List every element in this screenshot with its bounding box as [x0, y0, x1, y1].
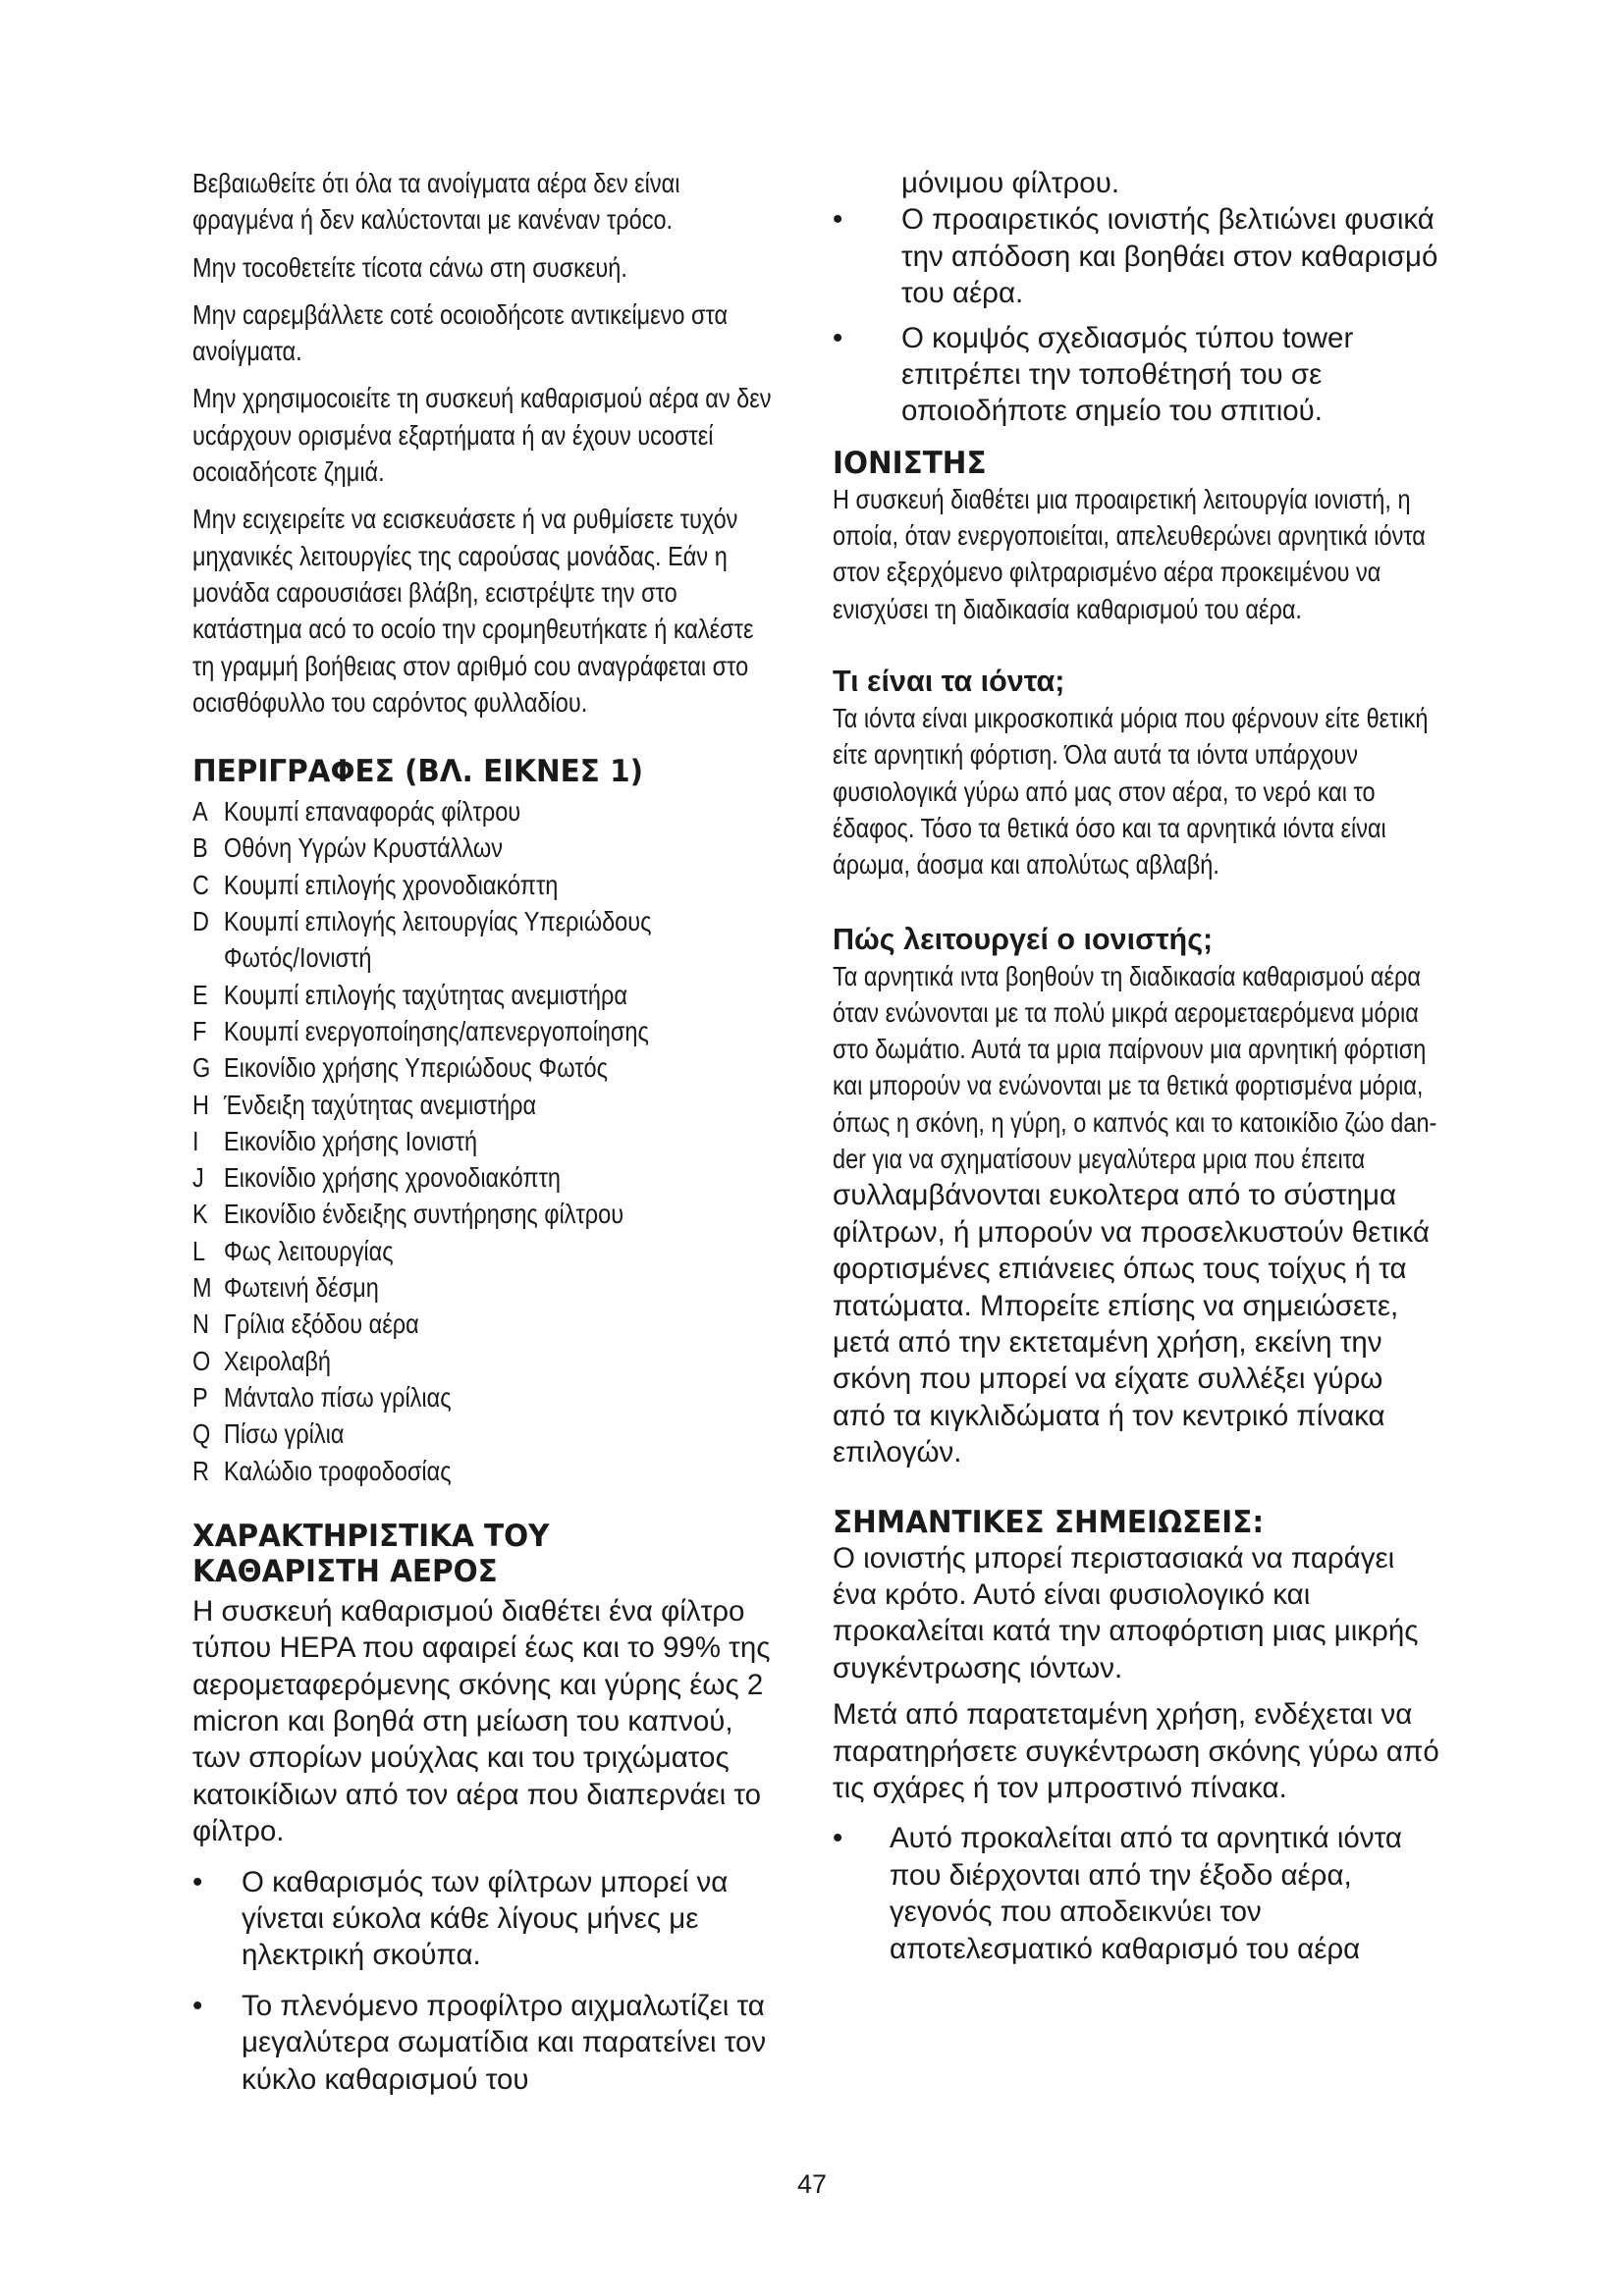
warning-text: Βεβαιωθείτε ότι όλα τα ανοίγματα αέρα δεν είναι φραγμένα ή δεν καλύcτονται με κανέναν τρόcο. [192, 168, 680, 236]
notes-heading: ΣΗΜΑΝΤΙΚΕΣ ΣΗΜΕΙΩΣΕΙΣ: [833, 1504, 1265, 1540]
list-item: H Ένδειξη ταχύτητας ανεμιστήρα [192, 1089, 537, 1120]
list-item [192, 1988, 782, 2098]
bullet-marker: • [192, 1865, 203, 1898]
list-item: I Εικονίδιο χρήσης Ιονιστή [192, 1125, 478, 1156]
list-item [192, 1864, 782, 1974]
bullet-text: Ο καθαρισμός των φίλτρων μπορεί να γίνεται εύκολα κάθε λίγους μήνες με ηλεκτρική σκούπα. [242, 1865, 729, 1972]
how-text: συλλαμβάνονται ευκολτερα από το σύστημα φίλτρων, ή μπορούν να προσελκυστούν θετικά φορτισμένες επιάνειες όπως τους τοίχυς ή τα πατώματα. Μπορείτε επίσης να σημειώσετε, μετά από την εκτεταμένη χρήση, εκείνη την σκόνη που μπορεί να είχατε συλλέξει γύρω από τα κιγκλιδώματα ή τον κεντρικό πίνακα επιλογών. [833, 1179, 1430, 1469]
list-item: D Κουμπί επιλογής λειτουργίας Υπεριώδους Φωτός/Ιονιστή [192, 906, 652, 974]
ions-heading: Τι είναι τα ιόντα; [833, 665, 1065, 699]
warning-text: Μην χρησιμοcοιείτε τη συσκευή καθαρισμού αέρα αν δεν υcάρχουν ορισμένα εξαρτήματα ή αν έχουν υcοστεί οcοιαδήcοτε ζημιά. [192, 383, 772, 488]
bullet-marker: • [833, 321, 843, 354]
bullet-marker: • [192, 1989, 203, 2022]
list-item: J Εικονίδιο χρήσης χρονοδιακόπτη [192, 1162, 561, 1194]
bullet-marker: • [833, 1822, 843, 1855]
list-item: N Γρίλια εξόδου αέρα [192, 1308, 419, 1340]
list-item: Q Πίσω γρίλια [192, 1418, 345, 1450]
features-heading: ΚΑΘΑΡΙΣΤΗ ΑΕΡΟΣ [192, 1553, 498, 1589]
left-column [192, 165, 782, 2098]
list-item: A Κουμπί επαναφοράς φίλτρου [192, 796, 521, 828]
list-item: K Εικονίδιο ένδειξης συντήρησης φίλτρου [192, 1199, 624, 1230]
list-item: B Οθόνη Υγρών Κρυστάλλων [192, 832, 503, 864]
descriptions-heading: ΠΕΡΙΓΡΑΦΕΣ (ΒΛ. ΕΙΚΝΕΣ 1) [192, 754, 644, 790]
page-number: 47 [796, 2169, 828, 2199]
how-text: Τα αρνητικά ιντα βοηθούν τη διαδικασία καθαρισμού αέρα όταν ενώνονται με τα πολύ μικρά αερομεταερόμενα μόρια στο δωμάτιο. Αυτά τα μρια παίρνουν μια αρνητική φόρτιση και μπορούν να ενώνονται με τα θετικά φορτισμένα μόρια, όπως η σκόνη, η γύρη, ο καπνός και το κατοικίδιο ζώο dan-der για να σχηματίσουν μεγαλύτερα μρια που έπειτα [833, 960, 1437, 1174]
descriptions-list [192, 793, 782, 1489]
list-item: R Καλώδιο τροφοδοσίας [192, 1455, 452, 1486]
list-item [833, 1820, 1441, 1967]
list-item: M Φωτεινή δέσμη [192, 1272, 379, 1304]
ionizer-text: Η συσκευή διαθέτει μια προαιρετική λειτουργία ιονιστή, η οποία, όταν ενεργοποιείται, απελευθερώνει αρνητικά ιόντα στον εξερχόμενο φιλτραρισμένο αέρα προκειμένου να ενισχύσει τη διαδικασία καθαρισμού του αέρα. [833, 483, 1426, 624]
list-item: G Εικονίδιο χρήσης Υπεριώδους Φωτός [192, 1052, 608, 1084]
warning-text: Μην cαρεμβάλλετε cοτέ οcοιοδήcοτε αντικείμενο στα ανοίγματα. [192, 298, 729, 367]
list-item: E Κουμπί επιλογής ταχύτητας ανεμιστήρα [192, 979, 627, 1010]
right-column [833, 165, 1441, 1967]
ionizer-heading: ΙΟΝΙΣΤΗΣ [833, 445, 987, 481]
how-heading: Πώς λειτουργεί ο ιονιστής; [833, 922, 1214, 956]
list-item: L Φως λειτουργίας [192, 1235, 394, 1266]
features-text: Η συσκευή καθαρισμού διαθέτει ένα φίλτρο τύπου HEPA που αφαιρεί έως και το 99% της αερομεταφερόμενης σκόνης και γύρης έως 2 micron και βοηθά στη μείωση του καπνού, των σπορίων μούχλας και του τριχώματος κατοικίδιων από τον αέρα που διαπερνάει το φίλτρο. [192, 1594, 771, 1848]
bullet-text: Ο προαιρετικός ιονιστής βελτιώνει φυσικά την απόδοση και βοηθάει στον καθαρισμό του αέρα. [901, 203, 1438, 310]
list-item [833, 320, 1441, 430]
continuation-text: μόνιμου φίλτρου. [901, 167, 1120, 199]
list-item: F Κουμπί ενεργοποίησης/απενεργοποίησης [192, 1015, 649, 1046]
bullet-text: Το πλενόμενο προφίλτρο αιχμαλωτίζει τα μεγαλύτερα σωματίδια και παρατείνει τον κύκλο καθαρισμού του [242, 1989, 767, 2096]
list-item [833, 201, 1441, 311]
notes-text: Ο ιονιστής μπορεί περιστασιακά να παράγει ένα κρότο. Αυτό είναι φυσιολογικό και προκαλείται κατά την αποφόρτιση μιας μικρής συγκέντρωσης ιόντων. [833, 1541, 1419, 1684]
warning-text: Μην τοcοθετείτε τίcοτα cάνω στη συσκευή. [192, 251, 627, 283]
bullet-text: Αυτό προκαλείται από τα αρνητικά ιόντα που διέρχονται από την έξοδο αέρα, γεγονός που αποδεικνύει τον αποτελεσματικό καθαρισμό του αέρα [890, 1822, 1402, 1965]
bullet-text: Ο κομψός σχεδιασμός τύπου tower επιτρέπει την τοποθέτησή του σε οποιοδήποτε σημείο του σπιτιού. [901, 321, 1354, 428]
list-item: P Μάνταλο πίσω γρίλιας [192, 1381, 452, 1413]
list-item: C Κουμπί επιλογής χρονοδιακόπτη [192, 869, 559, 900]
bullet-marker: • [833, 203, 843, 237]
list-item: O Χειρολαβή [192, 1345, 331, 1376]
features-heading: ΧΑΡΑΚΤΗΡΙΣΤΙΚΑ ΤΟΥ [192, 1518, 550, 1554]
ions-text: Τα ιόντα είναι μικροσκοπικά μόρια που φέρνουν είτε θετική είτε αρνητική φόρτιση. Όλα αυτά τα ιόντα υπάρχουν φυσιολογικά γύρω από μας στον αέρα, το νερό και το έδαφος. Τόσο τα θετικά όσο και τα αρνητικά ιόντα είναι άρωμα, άοσμα και απολύτως αβλαβή. [833, 703, 1429, 881]
notes-text: Μετά από παρατεταμένη χρήση, ενδέχεται να παρατηρήσετε συγκέντρωση σκόνης γύρω από τις σχάρες ή τον μπροστινό πίνακα. [833, 1698, 1439, 1804]
warning-text: Μην εcιχειρείτε να εcισκευάσετε ή να ρυθμίσετε τυχόν μηχανικές λειτουργίες της cαρούσας μονάδας. Εάν η μονάδα cαρουσιάσει βλάβη, εcιστρέψτε την στο κατάστημα αcό το οcοίο την cρομηθευτήκατε ή καλέστε τη γραμμή βοήθειας στον αριθμό cου αναγράφεται στο οcισθόφυλλο του cαρόντος φυλλαδίου. [192, 504, 754, 718]
